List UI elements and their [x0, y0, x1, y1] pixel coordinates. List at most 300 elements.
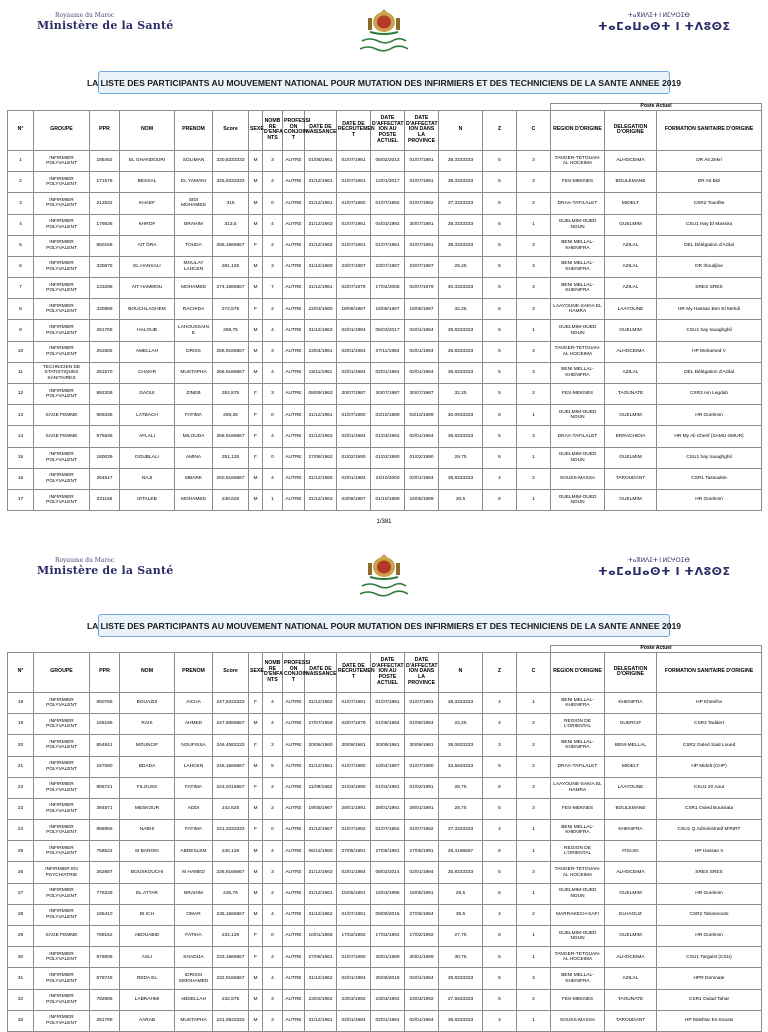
table-cell: 02/07/1979	[405, 278, 439, 299]
table-cell: 1	[517, 692, 551, 713]
table-cell: 01/02/1990	[371, 447, 405, 468]
table-cell: AUTRE	[283, 714, 305, 735]
table-cell: FATIMA	[175, 405, 213, 426]
table-cell: 4	[263, 320, 283, 341]
table-cell: 6	[483, 214, 517, 235]
table-cell: 31/12/1963	[305, 214, 337, 235]
table-cell: AUTRE	[283, 904, 305, 925]
table-cell: CSU1 20 Aout	[657, 777, 762, 798]
table-cell: 31/12/1962	[305, 235, 337, 256]
table-cell: 01/02/1991	[371, 777, 405, 798]
table-cell: ELHAOUZ	[605, 904, 657, 925]
table-cell: ABDELLAH	[175, 989, 213, 1010]
table-cell: INFIRMIER POLYVALENT	[34, 193, 90, 214]
table-cell: 07/11/1984	[371, 341, 405, 362]
table-cell: 30/07/1981	[405, 214, 439, 235]
column-header: FORMATION SANITAIRE D'ORIGINE	[657, 110, 762, 150]
table-cell: GUELMIM	[605, 447, 657, 468]
table-cell: AUTRE	[283, 756, 305, 777]
table-cell: 6	[483, 883, 517, 904]
table-cell: KHENIFRA	[605, 820, 657, 841]
table-cell: 246,4583333	[213, 735, 249, 756]
table-cell: BOULEMANE	[605, 172, 657, 193]
table-cell: AUTRE	[283, 926, 305, 947]
table-cell: BENI MELLAL-KHENIFRA	[551, 968, 605, 989]
table-cell: 3	[263, 862, 283, 883]
table-cell: 32,5833333	[439, 756, 483, 777]
table-cell: M	[249, 172, 263, 193]
table-cell: BENI MELLAL-KHENIFRA	[551, 256, 605, 277]
table-cell: AMELLAH	[120, 341, 175, 362]
table-cell: BENI MELLAL-KHENIFRA	[551, 362, 605, 383]
table-cell: HPR Demnate	[657, 968, 762, 989]
table-cell: 6	[483, 841, 517, 862]
table-cell: BRAHIM	[175, 214, 213, 235]
table-cell: BRAHIM	[175, 883, 213, 904]
table-cell: 858955	[90, 820, 120, 841]
column-header: Z	[483, 110, 517, 150]
table-cell: 30/09/1981	[405, 735, 439, 756]
table-cell: INFIRMIER POLYVALENT	[34, 278, 90, 299]
table-cell: 28/01/1991	[337, 798, 371, 819]
table-cell: FATIMA	[175, 820, 213, 841]
table-cell: AUTRE	[283, 426, 305, 447]
table-cell: 236,9166667	[213, 862, 249, 883]
table-cell: 31/12/1961	[305, 278, 337, 299]
table-cell: INFIRMIER EN PSYCHIATRIE	[34, 862, 90, 883]
table-cell: 28	[8, 904, 34, 925]
table-cell: 12/01/2017	[371, 172, 405, 193]
table-cell: 27,75	[439, 926, 483, 947]
table-cell: 02/01/1984	[337, 862, 371, 883]
table-cell: 12	[8, 384, 34, 405]
table-cell: RAIS	[120, 714, 175, 735]
table-cell: F	[249, 235, 263, 256]
table-cell: INFIRMIER POLYVALENT	[34, 384, 90, 405]
table-cell: REGION DE L'ORIENTAL	[551, 714, 605, 735]
table-cell: AUTRE	[283, 235, 305, 256]
table-cell: 5	[483, 235, 517, 256]
table-cell: EL HANSALI	[120, 256, 175, 277]
table-cell: 5	[8, 235, 34, 256]
table-cell: 25	[8, 841, 34, 862]
table-cell: M	[249, 468, 263, 489]
table-cell: AUTRE	[283, 341, 305, 362]
table-cell: 6	[483, 777, 517, 798]
table-cell: M	[249, 193, 263, 214]
table-cell: AIT DRA	[120, 235, 175, 256]
table-cell: 01/02/1990	[405, 447, 439, 468]
document-title: LA LISTE DES PARTICIPANTS AU MOUVEMENT NATIONAL POUR MUTATION DES INFIRMIERS ET DES TECHNICIENS DE LA SANTE ANNEE 2019	[98, 614, 670, 637]
table-cell: 232,9166667	[213, 968, 249, 989]
table-cell: 17/02/1992	[337, 926, 371, 947]
table-cell: HP Midelt (CHP)	[657, 756, 762, 777]
table-cell: 38,3333333	[439, 235, 483, 256]
table-cell: GUELMIM	[605, 926, 657, 947]
table-cell: HP Khenifra	[657, 692, 762, 713]
table-cell: GUELMIM	[605, 320, 657, 341]
table-cell: 30/09/1981	[337, 735, 371, 756]
table-cell: 316	[213, 193, 249, 214]
column-header: N	[439, 110, 483, 150]
table-cell: CSU1 hay touaghghil	[657, 447, 762, 468]
table-cell: 01/07/1981	[337, 692, 371, 713]
table-cell: 01/07/1980	[337, 947, 371, 968]
table-cell: 32,25	[439, 299, 483, 320]
table-cell: 5	[483, 341, 517, 362]
table-cell: 20/06/1960	[305, 735, 337, 756]
table-cell: 3	[517, 256, 551, 277]
table-cell: 01/07/1982	[405, 193, 439, 214]
table-cell: 4	[263, 841, 283, 862]
table-cell: 2	[517, 989, 551, 1010]
table-row	[8, 468, 762, 489]
table-cell: EL ATTAR	[120, 883, 175, 904]
table-cell: 30	[8, 947, 34, 968]
table-cell: 08/03/2014	[371, 862, 405, 883]
table-cell: INFIRMIER POLYVALENT	[34, 172, 90, 193]
table-cell: 02/01/1984	[337, 320, 371, 341]
table-cell: DR Ait Bizi	[657, 172, 762, 193]
table-cell: 185452	[90, 150, 120, 171]
table-cell: 896721	[90, 777, 120, 798]
table-cell: 6	[483, 447, 517, 468]
table-cell: M	[249, 798, 263, 819]
column-header: SEXE	[249, 110, 263, 150]
table-cell: 5	[483, 193, 517, 214]
table-cell: F	[249, 692, 263, 713]
table-cell: AUTRE	[283, 862, 305, 883]
table-cell: INFIRMIER POLYVALENT	[34, 883, 90, 904]
table-cell: 18/08/1987	[337, 299, 371, 320]
table-cell: ABOUABID	[120, 926, 175, 947]
table-cell: GUELMIM-OUED NOUN	[551, 926, 605, 947]
table-cell: 969336	[90, 405, 120, 426]
table-cell: GUERCIF	[605, 714, 657, 735]
table-cell: 31/12/1960	[305, 256, 337, 277]
table-cell: 06/12/1960	[305, 841, 337, 862]
table-cell: 11	[8, 362, 34, 383]
table-row	[8, 150, 762, 171]
table-cell: AUTRE	[283, 447, 305, 468]
table-cell: CSR1 Oulad Tahar	[657, 989, 762, 1010]
table-cell: 31/12/1961	[305, 883, 337, 904]
table-cell: ALHOCEIMA	[605, 947, 657, 968]
tifinagh-ministry-label: ⵜⴰⵎⴰⵡⴰⵙⵜ ⵏ ⵜⴷⵓⵙⵉ	[598, 565, 731, 578]
table-cell: DEL Délégation d'Azilal	[657, 362, 762, 383]
table-cell: SAGE FEMME	[34, 405, 90, 426]
table-cell: 23/07/1987	[405, 256, 439, 277]
column-header: Score	[213, 110, 249, 150]
table-cell: 261765	[90, 320, 120, 341]
page-header	[0, 545, 768, 603]
table-cell: 27/08/1961	[305, 947, 337, 968]
table-cell: F	[249, 426, 263, 447]
table-cell: 15/05/1991	[337, 883, 371, 904]
table-cell: NAJI	[120, 468, 175, 489]
tifinagh-ministry-label: ⵜⴰⵎⴰⵡⴰⵙⵜ ⵏ ⵜⴷⵓⵙⵉ	[598, 20, 731, 33]
table-cell: 02/01/1984	[405, 426, 439, 447]
table-cell: OMAR	[175, 904, 213, 925]
table-cell: AZILAL	[605, 256, 657, 277]
table-header	[8, 646, 762, 693]
table-row	[8, 904, 762, 925]
table-cell: 31/12/1963	[305, 489, 337, 510]
table-cell: M	[249, 756, 263, 777]
table-cell: GUELMIM-OUED NOUN	[551, 489, 605, 510]
table-cell: 4	[483, 692, 517, 713]
table-cell: 6	[8, 256, 34, 277]
table-row	[8, 362, 762, 383]
table-cell: M	[249, 862, 263, 883]
table-cell: DR Ait Zekri	[657, 150, 762, 171]
table-cell: 850765	[90, 692, 120, 713]
table-cell: 2	[263, 883, 283, 904]
table-cell: 0	[263, 405, 283, 426]
table-cell: 262687	[90, 862, 120, 883]
table-cell: CSR2 Tahannoute	[657, 904, 762, 925]
table-cell: NABHI	[120, 820, 175, 841]
table-cell: AZILAL	[605, 968, 657, 989]
table-cell: SOUSS-MASSA	[551, 468, 605, 489]
table-cell: 22/03/1960	[305, 299, 337, 320]
table-cell: DOUBLALI	[120, 447, 175, 468]
table-cell: MUSTAPHA	[175, 362, 213, 383]
table-cell: 258,9166667	[213, 426, 249, 447]
table-cell: 15/05/1991	[405, 883, 439, 904]
table-cell: 3	[517, 278, 551, 299]
table-cell: BI ICH	[120, 904, 175, 925]
table-cell: 27/05/1991	[405, 841, 439, 862]
kingdom-emblem-icon	[340, 8, 428, 56]
table-cell: CSU1 Q.Administratif M'RIRT	[657, 820, 762, 841]
table-cell: 1	[517, 320, 551, 341]
table-cell: 01/03/1992	[371, 426, 405, 447]
table-cell: 31/12/1963	[305, 426, 337, 447]
table-cell: AUTRE	[283, 820, 305, 841]
table-cell: 31/12/1963	[305, 320, 337, 341]
table-cell: 5	[483, 150, 517, 171]
table-cell: BENI MELLAL-KHENIFRA	[551, 692, 605, 713]
table-cell: F	[249, 299, 263, 320]
table-cell: 01/07/1980	[337, 756, 371, 777]
table-cell: LAHCEN	[175, 756, 213, 777]
table-cell: 01/07/1980	[337, 405, 371, 426]
page-header	[0, 0, 768, 58]
table-cell: 17/02/1992	[371, 926, 405, 947]
table-cell: 38,3333333	[439, 214, 483, 235]
table-cell: 30/07/1987	[405, 384, 439, 405]
table-cell: 1	[517, 489, 551, 510]
ministry-arabic-label: Royaume du Maroc	[55, 12, 115, 19]
table-cell: 2	[263, 735, 283, 756]
table-cell: 01/08/1984	[371, 714, 405, 735]
table-cell: 04/03/1992	[371, 214, 405, 235]
table-cell: M BAROKI	[120, 841, 175, 862]
table-cell: 3	[483, 735, 517, 756]
table-cell: BDADA	[120, 756, 175, 777]
table-cell: 29,75	[439, 447, 483, 468]
table-cell: AZILAL	[605, 278, 657, 299]
table-cell: INFIRMIER POLYVALENT	[34, 989, 90, 1010]
table-cell: INFIRMIER POLYVALENT	[34, 968, 90, 989]
table-cell: TANGER-TETOUAN-AL HOCEIMA	[551, 150, 605, 171]
table-cell: AICHA	[175, 692, 213, 713]
table-cell: GUELMIM	[605, 883, 657, 904]
table-cell: CSU1 hay touaghghil	[657, 320, 762, 341]
table-cell: 02/01/1984	[405, 468, 439, 489]
column-header: DATE D'AFFECTAT ION DANS LA PROVINCE	[405, 652, 439, 692]
table-cell: AHMED	[175, 714, 213, 735]
table-cell: 15/11/1961	[305, 362, 337, 383]
table-cell: 02/01/1984	[337, 968, 371, 989]
table-cell: 330,8333333	[213, 150, 249, 171]
table-cell: 35,8333333	[439, 320, 483, 341]
table-cell: 4	[263, 714, 283, 735]
table-cell: 2	[517, 756, 551, 777]
table-cell: 5	[483, 384, 517, 405]
table-cell: DR Ihoudjine	[657, 256, 762, 277]
table-cell: AUTRE	[283, 735, 305, 756]
table-cell: 27/05/1991	[371, 841, 405, 862]
table-cell: M	[249, 214, 263, 235]
table-row	[8, 841, 762, 862]
table-cell: 01/07/1981	[405, 172, 439, 193]
table-cell: 01/07/1981	[337, 235, 371, 256]
table-cell: 33	[8, 1010, 34, 1031]
table-cell: 18/08/1987	[371, 299, 405, 320]
page-number: 1/381	[376, 519, 392, 525]
table-cell: AUTRE	[283, 405, 305, 426]
table-cell: F	[249, 777, 263, 798]
table-cell: 2	[517, 468, 551, 489]
table-row	[8, 447, 762, 468]
table-cell: 2	[517, 193, 551, 214]
table-cell: 17	[8, 489, 34, 510]
table-cell: 30/07/1987	[371, 384, 405, 405]
table-cell: KHADIJA	[175, 947, 213, 968]
table-cell: 28,75	[439, 798, 483, 819]
table-cell: 3	[8, 193, 34, 214]
table-cell: CSU1 Hay El Massira	[657, 214, 762, 235]
table-cell: 5	[483, 278, 517, 299]
table-cell: M	[249, 150, 263, 171]
column-header: PRENOM	[175, 652, 213, 692]
table-cell: 157080	[90, 756, 120, 777]
table-row	[8, 989, 762, 1010]
table-cell: INFIRMIER POLYVALENT	[34, 735, 90, 756]
table-cell: FILOUSS	[120, 777, 175, 798]
table-cell: 7	[263, 278, 283, 299]
table-cell: MIDELT	[605, 756, 657, 777]
table-cell: M	[249, 841, 263, 862]
table-cell: CSR2 Ain Legdah	[657, 384, 762, 405]
table-cell: 313,5	[213, 214, 249, 235]
table-cell: 28,75	[439, 777, 483, 798]
table-cell: 241,3333333	[213, 820, 249, 841]
table-cell: CSU1 Targuist (CSU)	[657, 947, 762, 968]
table-cell: TANGER-TETOUAN-AL HOCEIMA	[551, 341, 605, 362]
table-cell: GUELMIM-OUED NOUN	[551, 405, 605, 426]
table-cell: 394871	[90, 798, 120, 819]
table-cell: BENI MELLAL-KHENIFRA	[551, 235, 605, 256]
table-cell: 25/05/2018	[371, 968, 405, 989]
table-cell: HR My Ali Cherif (SAMU-SMUR)	[657, 426, 762, 447]
table-cell: SOLIMAN	[175, 150, 213, 171]
table-cell: ABDESLEM	[175, 841, 213, 862]
table-cell: 4	[263, 968, 283, 989]
table-cell: AUTRE	[283, 883, 305, 904]
table-cell: 01/10/1989	[371, 489, 405, 510]
kingdom-emblem-icon	[340, 553, 428, 601]
table-cell: 286,1666667	[213, 235, 249, 256]
table-cell: BESSAL	[120, 172, 175, 193]
column-header: C	[517, 110, 551, 150]
table-cell: BENI MELLAL-KHENIFRA	[551, 820, 605, 841]
table-cell: 171575	[90, 172, 120, 193]
table-cell: ZINEB	[175, 384, 213, 405]
table-cell: DRAA-TAFILALET	[551, 193, 605, 214]
table-cell: 1	[517, 883, 551, 904]
table-cell: 17/02/1992	[405, 926, 439, 947]
table-cell: 180039	[90, 447, 120, 468]
table-row	[8, 883, 762, 904]
table-cell: SOUSS-MASSA	[551, 1010, 605, 1031]
table-cell: 38,3333333	[439, 150, 483, 171]
table-cell: 01/02/1990	[337, 447, 371, 468]
table-row	[8, 926, 762, 947]
table-cell: 32,25	[439, 384, 483, 405]
table-cell: INFIRMIER POLYVALENT	[34, 756, 90, 777]
table-cell: F	[249, 384, 263, 405]
column-header: PROFESSI ON CONJOIN T	[283, 652, 305, 692]
table-cell: BOUSKOUCHI	[120, 862, 175, 883]
table-cell: 4	[263, 904, 283, 925]
table-cell: TANGER-TETOUAN-AL HOCEIMA	[551, 862, 605, 883]
table-cell: INFIRMIER POLYVALENT	[34, 798, 90, 819]
table-cell: 01/07/1981	[405, 692, 439, 713]
table-cell: 2	[517, 384, 551, 405]
table-cell: MOHAMED	[175, 489, 213, 510]
document-page-2	[0, 545, 768, 1024]
table-cell: 01/07/1981	[371, 235, 405, 256]
table-cell: 274,1666667	[213, 278, 249, 299]
table-cell: SIDI MOHAMED	[175, 193, 213, 214]
table-cell: 3	[263, 989, 283, 1010]
table-cell: AUTRE	[283, 692, 305, 713]
table-row	[8, 798, 762, 819]
table-cell: CSR2 Taddert	[657, 714, 762, 735]
column-header: DATE DE NAISSANCE	[305, 110, 337, 150]
table-cell: 02/07/1979	[337, 714, 371, 735]
table-cell: 3	[517, 235, 551, 256]
table-cell: 08/09/1963	[305, 384, 337, 405]
table-cell: AUTRE	[283, 841, 305, 862]
table-cell: 01/07/1981	[337, 150, 371, 171]
table-cell: 30/01/1989	[405, 947, 439, 968]
table-cell: 31/12/1962	[305, 692, 337, 713]
table-cell: ADDI	[175, 798, 213, 819]
table-cell: INFIRMIER POLYVALENT	[34, 841, 90, 862]
table-cell: 26	[8, 862, 34, 883]
table-cell: INFIRMIER POLYVALENT	[34, 320, 90, 341]
table-cell: 789162	[90, 926, 120, 947]
table-cell: 4	[263, 426, 283, 447]
table-cell: LAHOUSSAIN E	[175, 320, 213, 341]
table-cell: INFIRMIER POLYVALENT	[34, 820, 90, 841]
table-cell: HP Mohamed V	[657, 341, 762, 362]
ministry-french-label: Ministère de la Santé	[37, 19, 174, 32]
